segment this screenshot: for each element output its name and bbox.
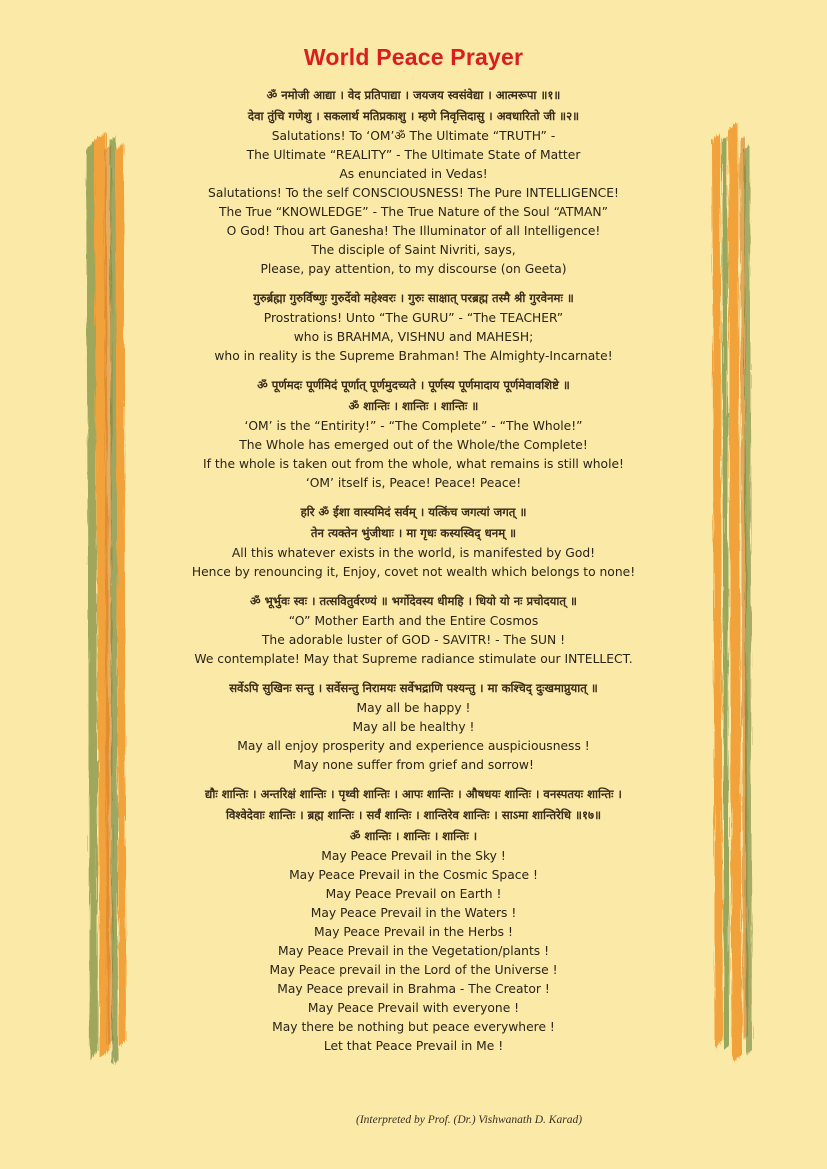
english-line: The disciple of Saint Nivriti, says, [311,243,516,257]
english-line: Please, pay attention, to my discourse (on Geeta) [260,262,567,276]
sanskrit-line: ॐ शान्तिः । शान्तिः । शान्तिः ॥ [348,399,479,413]
english-line: May Peace Prevail with everyone ! [307,1001,520,1015]
english-line: May Peace Prevail in the Vegetation/plants ! [277,944,550,958]
english-line: who in reality is the Supreme Brahman! The Almighty-Incarnate! [214,349,613,363]
english-line: The Ultimate “REALITY” - The Ultimate State of Matter [246,148,581,162]
section-5 [120,591,707,669]
sanskrit-line: हरि ॐ ईशा वास्यमिदं सर्वम् । यत्किंच जगत्यां जगत् ॥ [300,505,527,519]
sanskrit-line: द्यौः शान्तिः । अन्तरिक्षं शान्तिः । पृथ्वी शान्तिः । आपः शान्तिः । औषधयः शान्तिः । वनस्पतयः शान्तिः । [205,787,622,801]
english-line: Prostrations! Unto “The GURU” - “The TEACHER” [263,311,564,325]
sanskrit-line: देवा तुंचि गणेशु । सकलार्थ मतिप्रकाशु । म्हणे निवृत्तिदासु । अवधारितो जी ॥२॥ [247,109,580,123]
english-line: Let that Peace Prevail in Me ! [323,1039,504,1053]
sanskrit-line: ॐ पूर्णमदः पूर्णमिदं पूर्णात् पूर्णमुदच्यते । पूर्णस्य पूर्णमादाय पूर्णमेवावशिष्टे ॥ [257,378,570,392]
english-line: The True “KNOWLEDGE” - The True Nature of the Soul “ATMAN” [219,205,608,219]
section-3 [120,375,707,493]
english-line: O God! Thou art Ganesha! The Illuminator of all Intelligence! [226,224,601,238]
english-line: ‘OM’ itself is, Peace! Peace! Peace! [305,476,522,490]
sanskrit-line: ॐ शान्तिः । शान्तिः । शान्तिः । [349,829,478,843]
english-line: May all be healthy ! [352,720,475,734]
english-line: May Peace Prevail in the Herbs ! [314,925,513,939]
english-line: May Peace prevail in the Lord of the Universe ! [269,963,558,977]
english-line: May Peace Prevail in the Sky ! [321,849,506,863]
section-2 [120,288,707,366]
english-line: May none suffer from grief and sorrow! [293,758,534,772]
english-line: May Peace prevail in Brahma - The Creator ! [277,982,550,996]
english-line: “O” Mother Earth and the Entire Cosmos [288,614,539,628]
section-4 [120,502,707,582]
english-line: May Peace Prevail in the Cosmic Space ! [289,868,538,882]
english-line: The Whole has emerged out of the Whole/the Complete! [239,438,588,452]
page-title: World Peace Prayer [303,44,524,70]
english-line: ‘OM’ is the “Entirity!” - “The Complete” - “The Whole!” [244,419,583,433]
sanskrit-line: ॐ नमोजी आद्या । वेद प्रतिपाद्या । जयजय स्वसंवेद्या । आत्मरूपा ॥१॥ [266,88,561,102]
english-line: Hence by renouncing it, Enjoy, covet not wealth which belongs to none! [191,565,636,579]
prayer-page [120,44,707,1065]
section-1 [120,85,707,279]
english-line: All this whatever exists in the world, is manifested by God! [231,546,596,560]
english-line: As enunciated in Vedas! [339,167,488,181]
english-line: May all be happy ! [356,701,471,715]
sanskrit-line: गुरुर्ब्रह्मा गुरुर्विष्णुः गुरुर्देवो महेश्वरः । गुरुः साक्षात् परब्रह्म तस्मै श्री गुरवेनमः ॥ [253,291,574,305]
right-brush-stripes [712,122,752,1062]
sanskrit-line: तेन त्यक्तेन भुंजीथाः । मा गृधः कस्यस्विद् धनम् ॥ [310,526,517,540]
english-line: Salutations! To ‘OM’ॐ The Ultimate “TRUTH” - [271,129,556,143]
english-line: The adorable luster of GOD - SAVITR! - The SUN ! [261,633,566,647]
english-line: May there be nothing but peace everywhere ! [272,1020,555,1034]
english-line: Salutations! To the self CONSCIOUSNESS! The Pure INTELLIGENCE! [208,186,619,200]
sanskrit-line: विश्वेदेवाः शान्तिः । ब्रह्म शान्तिः । सर्वं शान्तिः । शान्तिरेव शान्तिः । साऽमा शान्तिरेधि ॥१७॥ [225,808,602,822]
english-line: who is BRAHMA, VISHNU and MAHESH; [293,330,534,344]
section-6 [120,678,707,775]
sanskrit-line: सर्वेऽपि सुखिनः सन्तु । सर्वेसन्तु निरामयः सर्वेभद्राणि पश्यन्तु । मा कश्चिद् दुःखमाप्नुयात् ॥ [229,681,598,695]
credit-line: (Interpreted by Prof. (Dr.) Vishwanath D. Karad) [356,1114,583,1126]
english-line: May all enjoy prosperity and experience auspiciousness ! [237,739,590,753]
english-line: May Peace Prevail in the Waters ! [310,906,517,920]
english-line: May Peace Prevail on Earth ! [325,887,502,901]
english-line: If the whole is taken out from the whole, what remains is still whole! [202,457,624,471]
english-line: We contemplate! May that Supreme radiance stimulate our INTELLECT. [194,652,633,666]
section-7 [120,784,707,1056]
sanskrit-line: ॐ भूर्भुवः स्वः । तत्सवितुर्वरण्यं ॥ भर्गोदेवस्य धीमहि । धियो यो नः प्रचोदयात् ॥ [250,594,577,608]
